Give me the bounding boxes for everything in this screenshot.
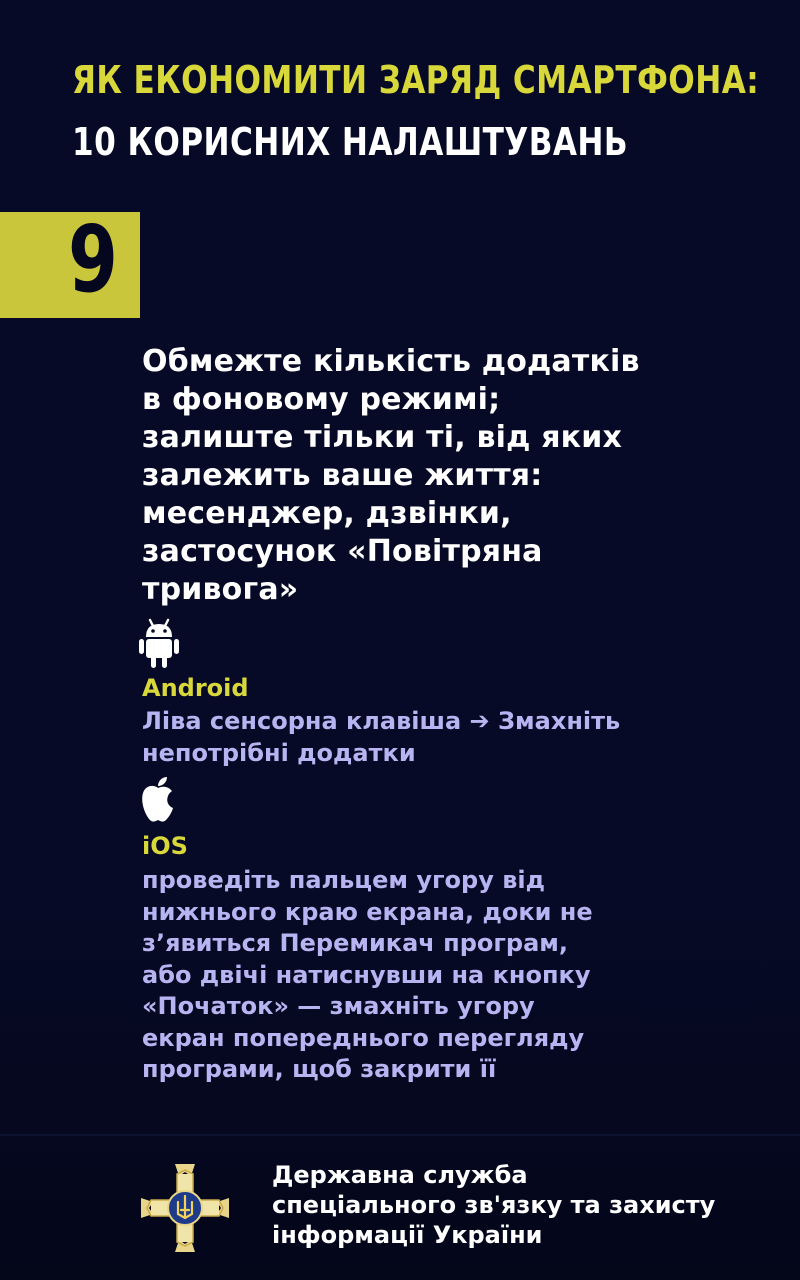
title-line-1: ЯК ЕКОНОМИТИ ЗАРЯД СМАРТФОНА:: [72, 58, 760, 102]
tip-text: [142, 343, 702, 609]
android-icon: [138, 618, 180, 675]
apple-icon: [138, 776, 178, 829]
org-line: Державна служба: [272, 1161, 528, 1189]
ios-text-line: проведіть пальцем угору від: [142, 866, 545, 894]
org-line: інформації України: [272, 1221, 543, 1249]
footer-divider: [0, 1134, 800, 1136]
tip-text-line: месенджер, дзвінки,: [142, 496, 512, 531]
ios-text-line: програми, щоб закрити її: [142, 1055, 497, 1083]
ios-text-line: екран попереднього перегляду: [142, 1023, 585, 1052]
organization-name: [272, 1160, 772, 1250]
ios-text-line: нижнього краю екрана, доки не: [142, 897, 593, 926]
ios-text-line: «Початок» — змахніть угору: [142, 992, 535, 1020]
tip-text-line: залиште тільки ті, від яких: [142, 420, 622, 455]
tip-text-line: тривога»: [142, 572, 299, 607]
title-line-2: 10 КОРИСНИХ НАЛАШТУВАНЬ: [72, 120, 629, 164]
ios-instructions: [142, 865, 702, 1086]
ios-label: iOS: [142, 832, 188, 860]
ios-text-line: або двічі натиснувши на кнопку: [142, 960, 591, 989]
android-instructions: [142, 706, 702, 769]
tip-text-line: Обмежте кількість додатків: [142, 344, 640, 379]
tip-number: 9: [68, 206, 118, 313]
tip-text-line: залежить ваше життя:: [142, 458, 543, 493]
sszzi-emblem-icon: [137, 1160, 233, 1261]
tip-text-line: в фоновому режимі;: [142, 382, 501, 417]
tip-text-line: застосунок «Повітряна: [142, 534, 543, 569]
android-text-line: непотрібні додатки: [142, 738, 416, 767]
org-line: спеціального зв'язку та захисту: [272, 1191, 716, 1219]
ios-text-line: з’явиться Перемикач програм,: [142, 929, 569, 957]
android-text-line: Ліва сенсорна клавіша ➔ Змахніть: [142, 707, 621, 735]
android-label: Android: [142, 674, 249, 702]
